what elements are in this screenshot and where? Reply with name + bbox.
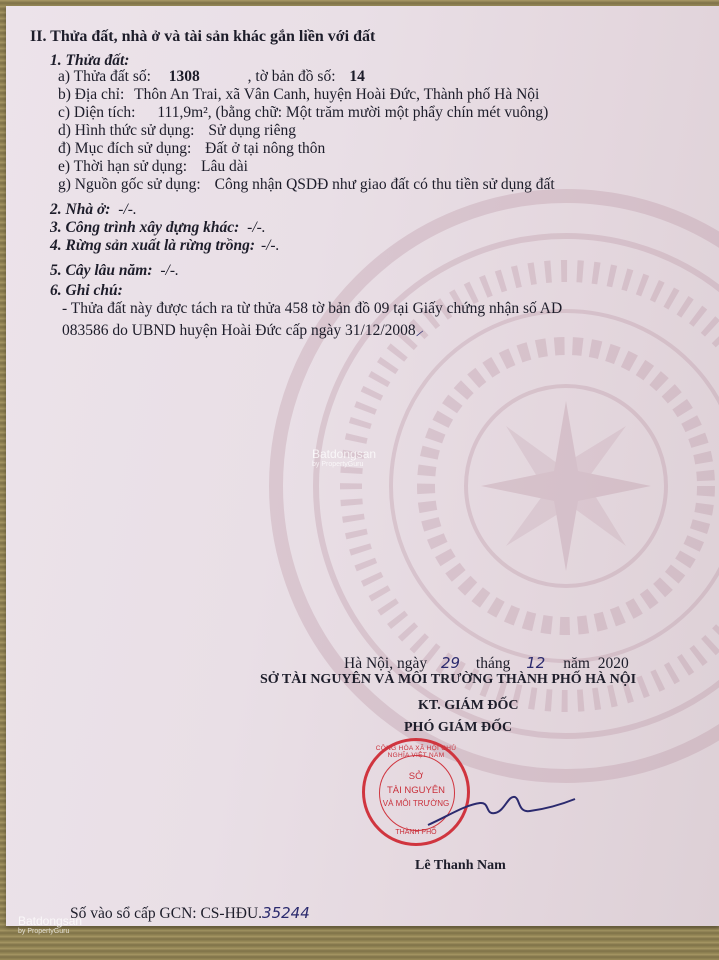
handwritten-signature <box>420 785 580 835</box>
watermark-corner <box>18 914 82 935</box>
trees-row <box>50 262 179 280</box>
usage-origin-value: Công nhận QSDĐ như giao đất có thu tiền sử dụng đất <box>214 176 555 193</box>
usage-form-row <box>58 122 296 140</box>
trees-value: -/-. <box>160 262 179 279</box>
note-line-1: - Thửa đất này được tách ra từ thửa 458 tờ bản đồ 09 tại Giấy chứng nhận số AD <box>62 300 563 317</box>
bronze-drum-watermark <box>266 186 719 786</box>
signer-name: Lê Thanh Nam <box>415 858 506 873</box>
parcel-number-row <box>58 68 365 86</box>
map-sheet-value: 14 <box>349 68 365 85</box>
watermark-corner-sub: by PropertyGuru <box>18 928 70 935</box>
note-line-2 <box>62 320 423 340</box>
seal-bottom-text: VÀ MÔI TRƯỜNG <box>382 799 450 808</box>
seal-mid-text: TÀI NGUYÊN <box>386 785 446 796</box>
house-value: -/-. <box>118 201 137 218</box>
date-day: 29 <box>440 654 461 672</box>
usage-purpose-row <box>58 140 325 158</box>
usage-form-label: d) Hình thức sử dụng: <box>58 122 195 139</box>
construction-label: 3. Công trình xây dựng khác: <box>50 219 240 236</box>
date-year: 2020 <box>597 655 629 672</box>
usage-term-value: Lâu dài <box>200 158 248 175</box>
area-value: 111,9m², (bằng chữ: Một trăm mười một phẩy chín mét vuông) <box>157 104 549 121</box>
watermark-center <box>312 447 376 468</box>
construction-row <box>50 219 266 237</box>
date-year-label: năm <box>563 655 590 672</box>
note-line-2-text: 083586 do UBND huyện Hoài Đức cấp ngày 31/12/2008 <box>62 322 416 339</box>
issuing-authority: SỞ TÀI NGUYÊN VÀ MÔI TRƯỜNG THÀNH PHỐ HÀ NỘI <box>260 672 637 687</box>
parcel-heading: 1. Thửa đất: <box>50 52 130 69</box>
date-month: 12 <box>526 654 546 672</box>
map-sheet-label: , tờ bản đồ số: <box>247 68 336 85</box>
house-row <box>50 201 137 219</box>
registry-label: Số vào sổ cấp GCN: CS-HĐU. <box>70 905 263 922</box>
forest-label: 4. Rừng sản xuất là rừng trồng: <box>50 237 256 254</box>
usage-purpose-label: đ) Mục đích sử dụng: <box>58 140 192 157</box>
signer-role-2: PHÓ GIÁM ĐỐC <box>404 720 513 735</box>
area-label: c) Diện tích: <box>58 104 136 121</box>
signer-role-1: KT. GIÁM ĐỐC <box>418 698 519 713</box>
usage-term-row <box>58 158 248 176</box>
address-label: b) Địa chỉ: <box>58 86 125 103</box>
seal-city-text: THÀNH PHỐ <box>395 829 437 836</box>
usage-purpose-value: Đất ở tại nông thôn <box>205 140 326 157</box>
signing-date <box>344 654 629 673</box>
seal-top-text: SỞ <box>408 771 424 782</box>
date-prefix: Hà Nội, ngày <box>344 655 428 672</box>
seal-ring-text: CỘNG HÒA XÃ HỘI CHỦ NGHĨA VIỆT NAM <box>375 745 457 759</box>
address-value: Thôn An Trai, xã Vân Canh, huyện Hoài Đức, Thành phố Hà Nội <box>134 86 540 103</box>
section-title: II. Thửa đất, nhà ở và tài sản khác gắn liền với đất <box>30 28 376 45</box>
usage-origin-row <box>58 176 555 194</box>
area-row <box>58 104 548 122</box>
watermark-center-brand: Batdongsan <box>312 447 377 461</box>
address-row <box>58 86 539 104</box>
house-label: 2. Nhà ở: <box>50 201 111 218</box>
watermark-corner-brand: Batdongsan <box>18 914 83 928</box>
registry-row <box>70 904 310 923</box>
parcel-number-label: a) Thửa đất số: <box>58 68 151 85</box>
handwritten-tick: ⸝ <box>415 321 424 339</box>
notes-heading: 6. Ghi chú: <box>50 282 123 299</box>
parcel-number-value: 1308 <box>168 68 200 85</box>
trees-label: 5. Cây lâu năm: <box>50 262 153 279</box>
usage-term-label: e) Thời hạn sử dụng: <box>58 158 188 175</box>
forest-value: -/-. <box>260 237 280 254</box>
registry-number: 35244 <box>262 904 310 922</box>
forest-row <box>50 237 279 255</box>
date-month-label: tháng <box>475 655 511 672</box>
usage-form-value: Sử dụng riêng <box>208 122 296 139</box>
construction-value: -/-. <box>247 219 266 236</box>
watermark-center-sub: by PropertyGuru <box>312 461 364 468</box>
usage-origin-label: g) Nguồn gốc sử dụng: <box>58 176 201 193</box>
